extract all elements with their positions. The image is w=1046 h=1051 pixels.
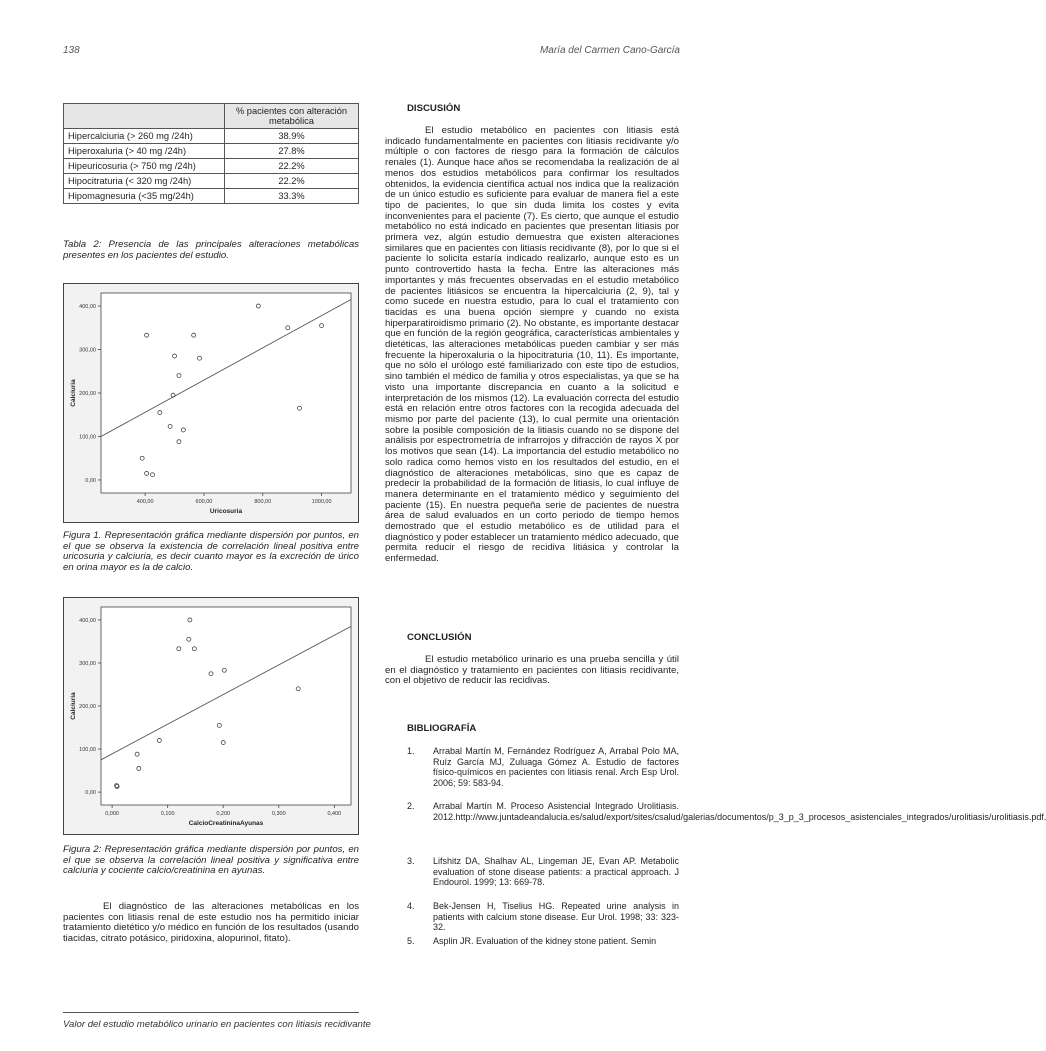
table-row-value: 27.8%: [225, 144, 359, 159]
conclusion-heading: CONCLUSIÓN: [407, 632, 472, 643]
bib-text: Bek-Jensen H, Tiselius HG. Repeated urine analysis in patients with calcium stone disease. Eur Urol. 1998; 33: 323-32.: [433, 901, 679, 932]
y-tick-label: 200,00: [79, 391, 96, 397]
plot-area: [101, 293, 351, 493]
x-axis-label: Uricosuria: [209, 508, 243, 515]
conclusion-text: [385, 655, 679, 687]
x-axis-label: CalcioCreatininaAyunas: [188, 820, 264, 827]
x-tick-label: 0,400: [327, 811, 342, 817]
table-row-label: Hipeuricosuria (> 750 mg /24h): [64, 159, 225, 174]
table-row-label: Hipocitraturia (< 320 mg /24h): [64, 174, 225, 189]
x-tick-label: 600,00: [195, 499, 213, 505]
bib-text: Lifshitz DA, Shalhav AL, Lingeman JE, Evan AP. Metabolic evaluation of stone disease patients: a practical approach. J Endourol. 1999; 13: 669-78.: [433, 856, 679, 887]
bib-text: Asplin JR. Evaluation of the kidney stone patient. Semin: [433, 936, 657, 946]
y-tick-label: 200,00: [79, 704, 96, 710]
y-tick-label: 100,00: [79, 434, 96, 441]
table-row-value: 33.3%: [225, 189, 359, 204]
bib-text: Arrabal Martín M. Proceso Asistencial Integrado Urolitiasis. 2012.http://www.juntadeandalucia.es/salud/export/sites/csalud/galerias/documentos/p_3_p_3_procesos_asistenciales_integrados/urolitiasis/urolitiasis.pdf.: [433, 801, 1046, 822]
y-tick-label: 400,00: [79, 304, 96, 311]
bib-number: 2.: [407, 801, 415, 811]
y-axis-label: Calciuria: [70, 692, 77, 720]
footer-running-title: Valor del estudio metabólico urinario en pacientes con litiasis recidivante: [63, 1019, 371, 1030]
figure1-scatter-chart: [63, 283, 359, 523]
y-tick-label: 100,00: [79, 747, 96, 754]
metabolic-alterations-table: [63, 103, 359, 204]
table-corner-cell: [64, 104, 225, 129]
table-row-label: Hipercalciuria (> 260 mg /24h): [64, 129, 225, 144]
y-tick-label: 0,00: [85, 790, 96, 797]
table-row-value: 22.2%: [225, 174, 359, 189]
x-tick-label: 0,200: [216, 811, 231, 817]
left-paragraph-text: El diagnóstico de las alteraciones metabólicas en los pacientes con litiasis renal de este estudio nos ha permitido iniciar tratamiento dietético y/o médico en función de los resultados (usando tiacidas, citrato potásico, piridoxina, alopurinol, fitato).: [63, 901, 359, 945]
table-row: [64, 159, 359, 174]
y-axis-label: Calciuria: [70, 379, 77, 407]
table-row-value: 22.2%: [225, 159, 359, 174]
x-tick-label: 800,00: [254, 499, 272, 505]
x-tick-label: 0,000: [105, 811, 119, 817]
y-tick-label: 400,00: [79, 617, 96, 624]
figure1-caption: Figura 1. Representación gráfica mediante dispersión por puntos, en el que se observa la existencia de correlación lineal positiva entre uricosuria y calciuria, es decir cuanto mayor es la excreción de úrico en orina mayor es la de calcio.: [63, 530, 359, 574]
discussion-text: [385, 126, 679, 565]
running-author: María del Carmen Cano-García: [539, 45, 680, 56]
bib-number: 3.: [407, 856, 415, 866]
x-tick-label: 0,100: [160, 811, 175, 817]
discussion-heading: DISCUSIÓN: [407, 103, 461, 114]
table-row-label: Hiperoxaluria (> 40 mg /24h): [64, 144, 225, 159]
table-row: [64, 174, 359, 189]
y-tick-label: 300,00: [79, 347, 96, 354]
bib-number: 1.: [407, 746, 415, 756]
left-paragraph: [63, 902, 359, 945]
table-row-value: 38.9%: [225, 129, 359, 144]
bib-number: 4.: [407, 901, 415, 911]
table-row: [64, 129, 359, 144]
table-header-cell: % pacientes con alteración metabólica: [225, 104, 359, 129]
table-row-label: Hipomagnesuria (<35 mg/24h): [64, 189, 225, 204]
bib-text: Arrabal Martín M, Fernández Rodríguez A, Arrabal Polo MA, Ruíz García MJ, Zuluaga Gómez A. Estudio de factores físico-químicos en pacientes con litiasis renal. Arch Esp Urol. 2006; 59: 583-94.: [433, 746, 679, 788]
x-tick-label: 0,300: [271, 811, 286, 817]
table-row: [64, 144, 359, 159]
figure2-scatter-chart: [63, 597, 359, 835]
bib-number: 5.: [407, 936, 415, 946]
y-tick-label: 300,00: [79, 660, 96, 667]
footer-rule: [63, 1012, 359, 1013]
y-tick-label: 0,00: [85, 477, 96, 484]
x-tick-label: 400,00: [136, 499, 154, 505]
x-tick-label: 1000,00: [311, 499, 332, 505]
table-row: [64, 189, 359, 204]
figure2-caption: Figura 2: Representación gráfica mediante dispersión por puntos, en el que se observa la correlación lineal positiva y significativa entre calciuria y cociente calcio/creatinina en ayunas.: [63, 844, 359, 877]
page-number: 138: [63, 45, 80, 56]
plot-area: [101, 607, 351, 805]
table-caption: Tabla 2: Presencia de las principales alteraciones metabólicas presentes en los pacientes del estudio.: [63, 239, 359, 261]
bibliography-heading: BIBLIOGRAFÍA: [407, 723, 477, 734]
conclusion-body: El estudio metabólico urinario es una prueba sencilla y útil en el diagnóstico y tratamiento en pacientes con litiasis recidivante, con el objetivo de reducir las recidivas.: [385, 654, 679, 687]
discussion-body: El estudio metabólico en pacientes con litiasis está indicado fundamentalmente en pacientes con litiasis recidivante y/o múltiple o con factores de riesgo para la formación de cálculos renales (1). Aunque hace años se recomendaba la realización de al menos dos estudios metabólicos para confirmar los resultados obtenidos, la evidencia científica actual nos indica que la realización de un único estudio es suficiente para evaluar de manera fiel a este tipo de pacientes, lo que sin duda limita los costes y evita inconvenientes para el paciente (7). Es cierto, que aunque el estudio metabólico no está indicado en pacientes que presentan litiasis por primera vez, algún estudio demuestra que existen alteraciones similares que en pacientes con litiasis recidivante (8), por lo que si el paciente lo solicita estaría indicado realizarlo, aunque esto es un punto controvertido hasta la fecha. Entre las alteraciones más importantes y más frecuentes observadas en el estudio metabólico de pacientes litiásicos se encuentra la hipercalciuria (2, 9), tal y como sucede en nuestra estudio, para lo cual el tratamiento con tiacidas es una buena opción siempre y cuando no exista hiperparatiroidismo primario (2). No obstante, es importante destacar que en función de la región geográfica, características ambientales y dietéticas, las alteraciones metabólicas pueden cambiar y ser más frecuente la hiperoxaluria o la hipocitraturia (10, 11). Es importante, que no sólo el urólogo esté familiarizado con este tipo de estudios, sino también el médico de familia y otros especialistas, ya que se ha visto una importante discrepancia en cuanto a la solicitud e interpretación de los mismos (12). La evaluación correcta del estudio está en relación entre otros factores con la recogida adecuada del mismo por parte del paciente (13), lo cual permite una orientación sobre la posible composición de la litiasis cuando no se dispone del análisis por espectrometría de infrarrojos y difracción de rayos X por los motivos que sean (14). La importancia del estudio metabólico no solo radica como hemos visto en los resultados del estudio, en el diagnóstico de alteraciones metabólicas, sino que es capaz de predecir la probabilidad de la formación de litiasis, lo cual influye de manera determinante en el tratamiento médico y seguimiento del paciente (15). En nuestra pequeña serie de pacientes de nuestra área de salud evaluados en un corto periodo de tiempo hemos demostrado que el estudio metabólico es de utilidad para el diagnóstico y poder establecer un tratamiento médico adecuado, que permita reducir el riesgo de recidiva litiásica y controlar la enfermedad.: [385, 125, 679, 565]
table-header-row: [64, 104, 359, 129]
